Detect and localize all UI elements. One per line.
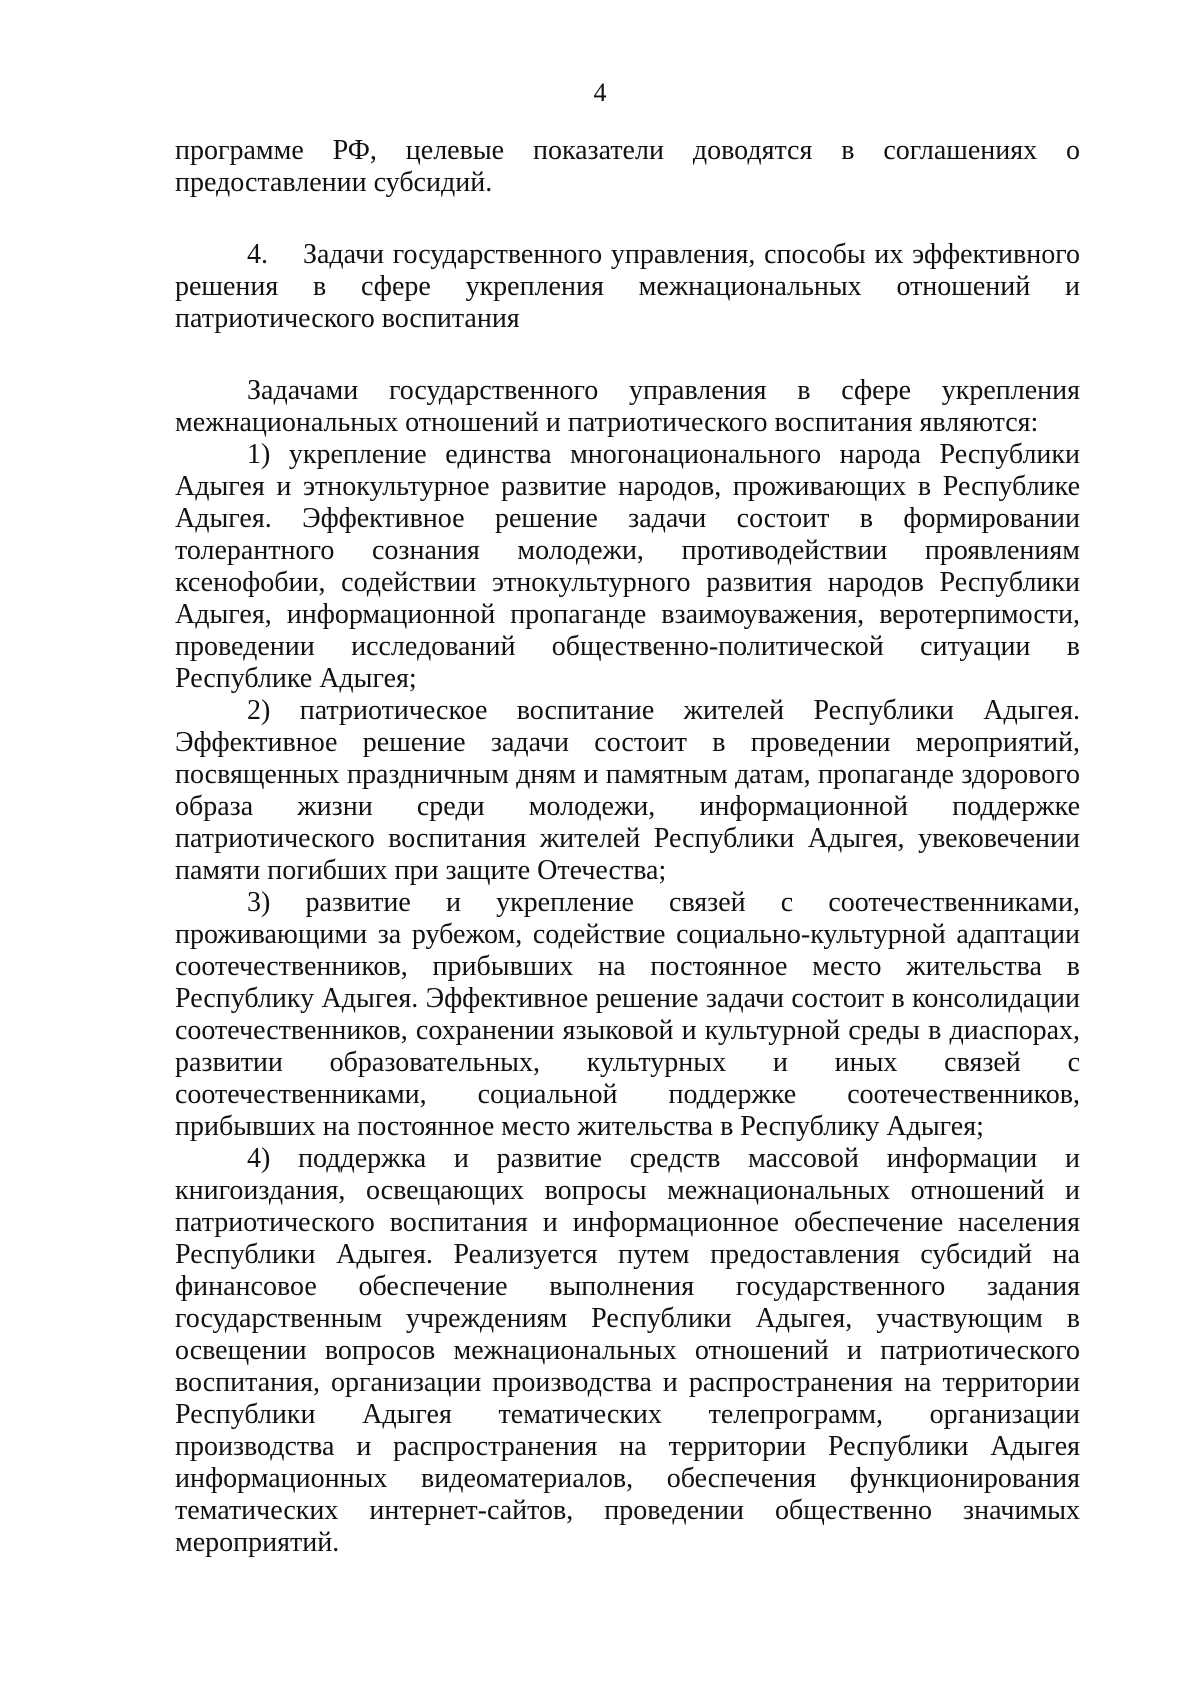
list-item-1: 1) укрепление единства многонационального народа Республики Адыгея и этнокультурное развитие народов, проживающих в Республике Адыгея. Эффективное решение задачи состоит в формировании толерантного сознания молодежи, противодействии проявлениям ксенофобии, содействии этнокультурного развития народов Республики Адыгея, информационной пропаганде взаимоуважения, веротерпимости, проведении исследований общественно-политической ситуации в Республике Адыгея; xyxy=(175,439,1080,694)
page-number: 4 xyxy=(593,78,607,107)
list-item-2: 2) патриотическое воспитание жителей Республики Адыгея. Эффективное решение задачи состоит в проведении мероприятий, посвященных праздничным дням и памятным датам, пропаганде здорового образа жизни среди молодежи, информационной поддержке патриотического воспитания жителей Республики Адыгея, увековечении памяти погибших при защите Отечества; xyxy=(175,695,1080,886)
intro-paragraph: программе РФ, целевые показатели доводятся в соглашениях о предоставлении субсидий. xyxy=(175,135,1080,198)
list-item-4: 4) поддержка и развитие средств массовой информации и книгоиздания, освещающих вопросы межнациональных отношений и патриотического воспитания и информационное обеспечение населения Республики Адыгея. Реализуется путем предоставления субсидий на финансовое обеспечение выполнения государственного задания государственным учреждениям Республики Адыгея, участвующим в освещении вопросов межнациональных отношений и патриотического воспитания, организации производства и распространения на территории Республики Адыгея тематических телепрограмм, организации производства и распространения на территории Республики Адыгея информационных видеоматериалов, обеспечения функционирования тематических интернет-сайтов, проведении общественно значимых мероприятий. xyxy=(175,1143,1080,1558)
lead-paragraph: Задачами государственного управления в сфере укрепления межнациональных отношений и патриотического воспитания являются: xyxy=(175,375,1080,438)
document-body xyxy=(175,135,1080,1559)
section-heading: 4. Задачи государственного управления, способы их эффективного решения в сфере укрепления межнациональных отношений и патриотического воспитания xyxy=(175,239,1080,334)
list-item-3: 3) развитие и укрепление связей с соотечественниками, проживающими за рубежом, содействие социально-культурной адаптации соотечественников, прибывших на постоянное место жительства в Республику Адыгея. Эффективное решение задачи состоит в консолидации соотечественников, сохранении языковой и культурной среды в диаспорах, развитии образовательных, культурных и иных связей с соотечественниками, социальной поддержке соотечественников, прибывших на постоянное место жительства в Республику Адыгея; xyxy=(175,887,1080,1142)
